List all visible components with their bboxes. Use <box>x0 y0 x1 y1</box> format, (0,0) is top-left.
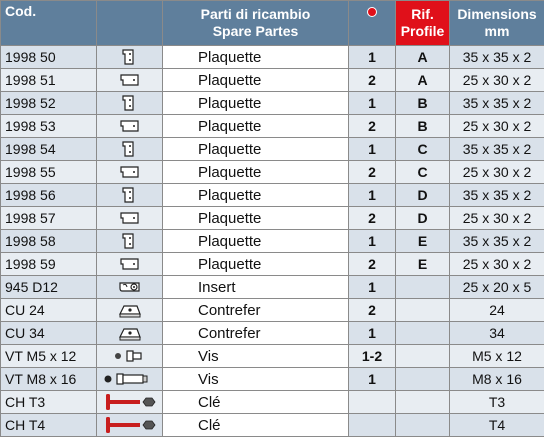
quantity-cell: 2 <box>349 115 396 138</box>
quantity-cell: 1 <box>349 184 396 207</box>
part-image-cell <box>97 161 163 184</box>
contrefer-icon <box>97 324 162 342</box>
quantity-marker-icon <box>367 7 377 17</box>
profile-cell: E <box>396 230 450 253</box>
table-row <box>1 92 544 115</box>
description-cell: Clé <box>163 391 349 414</box>
hex-key-icon <box>97 415 162 435</box>
dimensions-cell: T4 <box>450 414 544 437</box>
profile-header <box>396 1 450 46</box>
dimensions-cell: 24 <box>450 299 544 322</box>
quantity-header <box>349 1 396 46</box>
dimensions-cell: 25 x 30 x 2 <box>450 207 544 230</box>
description-cell: Plaquette <box>163 138 349 161</box>
icon-header <box>97 1 163 46</box>
dimensions-header-line1: Dimensions <box>457 6 536 22</box>
code-cell: 945 D12 <box>1 276 97 299</box>
plaquette-rect-icon <box>97 72 162 88</box>
screw-long-icon <box>97 371 162 387</box>
description-cell: Plaquette <box>163 230 349 253</box>
table-row <box>1 115 544 138</box>
code-cell: CU 34 <box>1 322 97 345</box>
quantity-cell: 2 <box>349 299 396 322</box>
profile-cell: D <box>396 184 450 207</box>
dimensions-cell: M8 x 16 <box>450 368 544 391</box>
part-image-cell <box>97 207 163 230</box>
quantity-cell: 2 <box>349 253 396 276</box>
contrefer-icon <box>97 301 162 319</box>
table-row <box>1 161 544 184</box>
table-row <box>1 345 544 368</box>
code-cell: 1998 55 <box>1 161 97 184</box>
profile-header-line1: Rif. <box>411 6 434 22</box>
code-cell: 1998 58 <box>1 230 97 253</box>
table-row <box>1 184 544 207</box>
code-cell: VT M8 x 16 <box>1 368 97 391</box>
part-image-cell <box>97 230 163 253</box>
profile-cell: B <box>396 92 450 115</box>
code-cell: 1998 50 <box>1 46 97 69</box>
profile-cell <box>396 345 450 368</box>
quantity-cell: 1 <box>349 46 396 69</box>
part-image-cell <box>97 115 163 138</box>
code-cell: VT M5 x 12 <box>1 345 97 368</box>
profile-cell: B <box>396 115 450 138</box>
code-header: Cod. <box>1 1 97 46</box>
dimensions-cell: 25 x 30 x 2 <box>450 253 544 276</box>
profile-cell: C <box>396 138 450 161</box>
part-image-cell <box>97 276 163 299</box>
part-image-cell <box>97 414 163 437</box>
plaquette-square-icon <box>97 94 162 112</box>
description-header-line1: Parti di ricambio <box>201 6 311 22</box>
table-row <box>1 46 544 69</box>
description-header <box>163 1 349 46</box>
dimensions-cell: 25 x 30 x 2 <box>450 69 544 92</box>
code-cell: 1998 59 <box>1 253 97 276</box>
table-row <box>1 276 544 299</box>
description-cell: Vis <box>163 368 349 391</box>
dimensions-cell: 35 x 35 x 2 <box>450 92 544 115</box>
dimensions-header-line2: mm <box>485 23 510 39</box>
code-cell: CH T4 <box>1 414 97 437</box>
insert-icon <box>97 279 162 295</box>
profile-cell <box>396 322 450 345</box>
plaquette-rect-icon <box>97 118 162 134</box>
description-cell: Clé <box>163 414 349 437</box>
description-cell: Plaquette <box>163 69 349 92</box>
description-cell: Plaquette <box>163 253 349 276</box>
quantity-cell: 1 <box>349 92 396 115</box>
quantity-cell: 1 <box>349 322 396 345</box>
quantity-cell: 1 <box>349 368 396 391</box>
description-cell: Contrefer <box>163 322 349 345</box>
code-cell: 1998 56 <box>1 184 97 207</box>
plaquette-rect-icon <box>97 164 162 180</box>
table-row <box>1 207 544 230</box>
part-image-cell <box>97 368 163 391</box>
description-cell: Vis <box>163 345 349 368</box>
part-image-cell <box>97 184 163 207</box>
hex-key-icon <box>97 392 162 412</box>
dimensions-cell: 25 x 30 x 2 <box>450 115 544 138</box>
table-row <box>1 368 544 391</box>
dimensions-cell: 35 x 35 x 2 <box>450 230 544 253</box>
description-cell: Plaquette <box>163 115 349 138</box>
table-row <box>1 138 544 161</box>
description-cell: Plaquette <box>163 46 349 69</box>
quantity-cell <box>349 391 396 414</box>
quantity-cell: 1 <box>349 138 396 161</box>
dimensions-cell: 25 x 20 x 5 <box>450 276 544 299</box>
profile-cell: C <box>396 161 450 184</box>
plaquette-square-icon <box>97 48 162 66</box>
part-image-cell <box>97 253 163 276</box>
table-row <box>1 230 544 253</box>
profile-cell <box>396 276 450 299</box>
code-cell: 1998 54 <box>1 138 97 161</box>
screw-short-icon <box>97 348 162 364</box>
profile-cell <box>396 391 450 414</box>
profile-cell <box>396 414 450 437</box>
dimensions-cell: M5 x 12 <box>450 345 544 368</box>
plaquette-square-icon <box>97 140 162 158</box>
table-row <box>1 299 544 322</box>
dimensions-cell: 34 <box>450 322 544 345</box>
part-image-cell <box>97 138 163 161</box>
plaquette-rect-icon <box>97 256 162 272</box>
part-image-cell <box>97 322 163 345</box>
quantity-cell: 2 <box>349 161 396 184</box>
quantity-cell: 1 <box>349 230 396 253</box>
profile-cell: D <box>396 207 450 230</box>
code-cell: CH T3 <box>1 391 97 414</box>
table-row <box>1 391 544 414</box>
plaquette-square-icon <box>97 186 162 204</box>
table-row <box>1 414 544 437</box>
table-row <box>1 322 544 345</box>
code-cell: 1998 52 <box>1 92 97 115</box>
quantity-cell: 1-2 <box>349 345 396 368</box>
description-cell: Plaquette <box>163 92 349 115</box>
description-cell: Contrefer <box>163 299 349 322</box>
dimensions-cell: 35 x 35 x 2 <box>450 138 544 161</box>
profile-cell <box>396 299 450 322</box>
dimensions-cell: 35 x 35 x 2 <box>450 46 544 69</box>
part-image-cell <box>97 345 163 368</box>
code-cell: 1998 53 <box>1 115 97 138</box>
part-image-cell <box>97 46 163 69</box>
part-image-cell <box>97 69 163 92</box>
quantity-cell: 2 <box>349 69 396 92</box>
quantity-cell <box>349 414 396 437</box>
code-cell: CU 24 <box>1 299 97 322</box>
code-cell: 1998 51 <box>1 69 97 92</box>
dimensions-cell: T3 <box>450 391 544 414</box>
description-header-line2: Spare Partes <box>213 23 299 39</box>
profile-cell <box>396 368 450 391</box>
code-cell: 1998 57 <box>1 207 97 230</box>
profile-cell: A <box>396 46 450 69</box>
description-cell: Insert <box>163 276 349 299</box>
table-row <box>1 253 544 276</box>
quantity-cell: 1 <box>349 276 396 299</box>
description-cell: Plaquette <box>163 161 349 184</box>
part-image-cell <box>97 299 163 322</box>
dimensions-cell: 25 x 30 x 2 <box>450 161 544 184</box>
part-image-cell <box>97 92 163 115</box>
plaquette-square-icon <box>97 232 162 250</box>
description-cell: Plaquette <box>163 184 349 207</box>
plaquette-rect-icon <box>97 210 162 226</box>
profile-cell: A <box>396 69 450 92</box>
quantity-cell: 2 <box>349 207 396 230</box>
header-row <box>1 1 544 46</box>
part-image-cell <box>97 391 163 414</box>
profile-header-line2: Profile <box>401 23 445 39</box>
dimensions-header <box>450 1 544 46</box>
profile-cell: E <box>396 253 450 276</box>
table-row <box>1 69 544 92</box>
description-cell: Plaquette <box>163 207 349 230</box>
dimensions-cell: 35 x 35 x 2 <box>450 184 544 207</box>
